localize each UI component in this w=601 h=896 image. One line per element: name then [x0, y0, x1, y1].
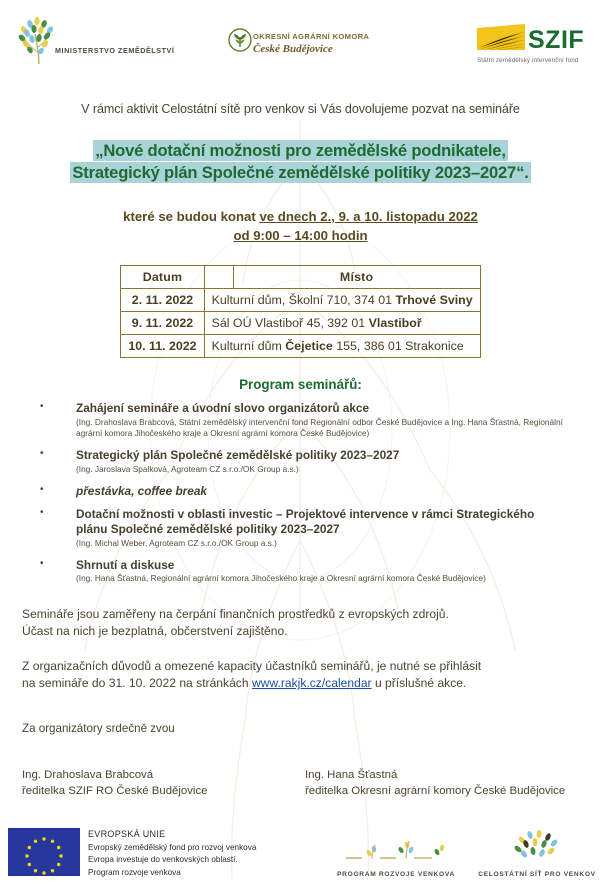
program-item-note: (Ing. Drahoslava Brabcová, Státní zemědělský intervenční fond Regionální odbor České Budějovice a Ing. Hana Šťastná, Regionální agrární komora Jihočeského kraje a Okresní agrární komora České Budějovice) [76, 416, 563, 438]
program-item [40, 507, 579, 548]
place-city: Trhové Sviny [395, 293, 473, 308]
program-item-title: • přestávka, coffee break [76, 483, 207, 498]
ministry-logo-label: MINISTERSTVO ZEMĚDĚLSTVÍ [55, 46, 175, 55]
program-item-title: • Strategický plán Společné zemědělské politiky 2023–2027 [76, 448, 400, 463]
row-place [204, 335, 480, 358]
eu-flag-icon [8, 828, 80, 876]
registration-line-1: Z organizačních důvodů a omezené kapacity účastníků seminářů, je nutné se přihlásit [22, 658, 482, 673]
table-row [121, 289, 480, 312]
intro-line: V rámci aktivit Celostátní sítě pro venkov si Vás dovolujeme pozvat na semináře [81, 102, 520, 116]
paragraph-registration [22, 658, 579, 692]
prv-caption: PROGRAM ROZVOJE VENKOVA [337, 871, 455, 878]
row-place [204, 312, 480, 335]
when-dates: ve dnech 2., 9. a 10. listopadu 2022 [259, 208, 478, 224]
funding-line-1: Semináře jsou zaměřeny na čerpání finančních prostředků z evropských zdrojů. [22, 606, 449, 621]
prv-sprout-icon [336, 832, 456, 866]
eu-line-2: Evropský zemědělský fond pro rozvoj venkova [88, 842, 257, 852]
row-place [204, 289, 480, 312]
csv-caption: CELOSTÁTNÍ SÍŤ PRO VENKOV [478, 871, 596, 878]
title-line-1: „Nové dotační možnosti pro zemědělské podnikatele, [95, 141, 506, 160]
dates-table-wrapper [22, 265, 579, 358]
regional-chamber-line2: České Budějovice [253, 43, 333, 55]
row-date: 10. 11. 2022 [121, 335, 204, 358]
signatures [22, 768, 579, 800]
eu-funding-text [88, 828, 256, 879]
header-logos [0, 0, 601, 88]
place-text: Kulturní dům [211, 339, 286, 354]
eu-line-4: Program rozvoje venkova [88, 867, 181, 877]
program-item-title: • Zahájení semináře a úvodní slovo organizátorů akce [76, 401, 370, 416]
row-date: 9. 11. 2022 [121, 312, 204, 335]
funding-line-2: Účast na nich je bezplatná, občerstvení zajištěno. [22, 623, 288, 638]
signature-name: Ing. Hana Šťastná [305, 769, 398, 782]
paragraph-funding [22, 606, 579, 640]
signature-block-right [296, 768, 579, 800]
row-date: 2. 11. 2022 [121, 289, 204, 312]
program-heading: Program seminářů: [239, 377, 362, 393]
poster-content [0, 102, 601, 800]
regional-chamber-line1: OKRESNÍ AGRÁRNÍ KOMORA [253, 32, 370, 41]
table-header-row [121, 266, 480, 289]
table-row [121, 335, 480, 358]
signature-role: ředitelka SZIF RO České Budějovice [22, 785, 208, 798]
place-city: Vlastiboř [368, 316, 422, 331]
program-list [22, 401, 579, 584]
signoff-line: Za organizátory srdečně zvou [22, 722, 175, 736]
program-item-note: (Ing. Michal Weber, Agroteam CZ s.r.o./OK Group a.s.) [76, 537, 277, 548]
szif-wordmark: SZIF [528, 26, 585, 54]
signature-block-left [22, 768, 296, 800]
signature-name: Ing. Drahoslava Brabcová [22, 769, 154, 782]
title-line-2: Strategický plán Společné zemědělské politiky 2023–2027“. [72, 163, 529, 183]
col-header-datum: Datum [121, 266, 204, 289]
seminar-title [22, 140, 579, 185]
dates-table-body [121, 289, 480, 358]
seminar-datetime [22, 207, 579, 245]
col-header-spacer [204, 266, 233, 289]
col-header-misto: Místo [233, 266, 480, 289]
place-tail: 155, 386 01 Strakonice [332, 339, 464, 354]
szif-subtitle: Státní zemědělský intervenční fond [477, 57, 579, 64]
csv-leaves-icon [478, 828, 596, 866]
wheat-shield-icon [228, 28, 252, 54]
tree-icon [17, 17, 54, 64]
eu-line-3: Evropa investuje do venkovských oblastí. [88, 855, 238, 865]
registration-before-link: na semináře do 31. 10. 2022 na stránkách [22, 676, 252, 691]
program-item [40, 558, 579, 585]
ministry-of-agriculture-logo [8, 14, 178, 76]
registration-after-link: u příslušné akce. [371, 676, 467, 691]
prv-logo [336, 832, 456, 884]
program-item-title: • Dotační možnosti v oblasti investic – Projektové intervence v rámci Strategického plánu Společné zemědělské politiky 2023–2027 [76, 507, 535, 537]
program-item-note: (Ing. Hana Šťastná, Regionální agrární komora Jihočeského kraje a Okresní agrární komora České Budějovice) [76, 573, 486, 584]
csv-logo [478, 828, 596, 884]
program-item-title: • Shrnutí a diskuse [76, 557, 175, 572]
program-item [40, 448, 579, 475]
eu-title: EVROPSKÁ UNIE [88, 829, 166, 839]
program-item-note: (Ing. Jaroslava Spalková, Agroteam CZ s.r.o./OK Group a.s.) [76, 463, 299, 474]
dates-table [120, 265, 480, 358]
registration-link[interactable]: www.rakjk.cz/calendar [251, 676, 372, 691]
when-prefix: které se budou konat [123, 208, 260, 224]
footer [0, 818, 601, 896]
place-city: Čejetice [285, 339, 333, 354]
program-item [40, 401, 579, 439]
when-hours: od 9:00 – 14:00 hodin [233, 228, 368, 244]
signature-role: ředitelka Okresní agrární komory České Budějovice [305, 785, 566, 798]
program-item [40, 484, 579, 499]
table-row [121, 312, 480, 335]
place-text: Sál OÚ Vlastiboř 45, 392 01 [211, 316, 369, 331]
place-text: Kulturní dům, Školní 710, 374 01 [211, 293, 396, 308]
szif-field-icon [477, 24, 525, 54]
